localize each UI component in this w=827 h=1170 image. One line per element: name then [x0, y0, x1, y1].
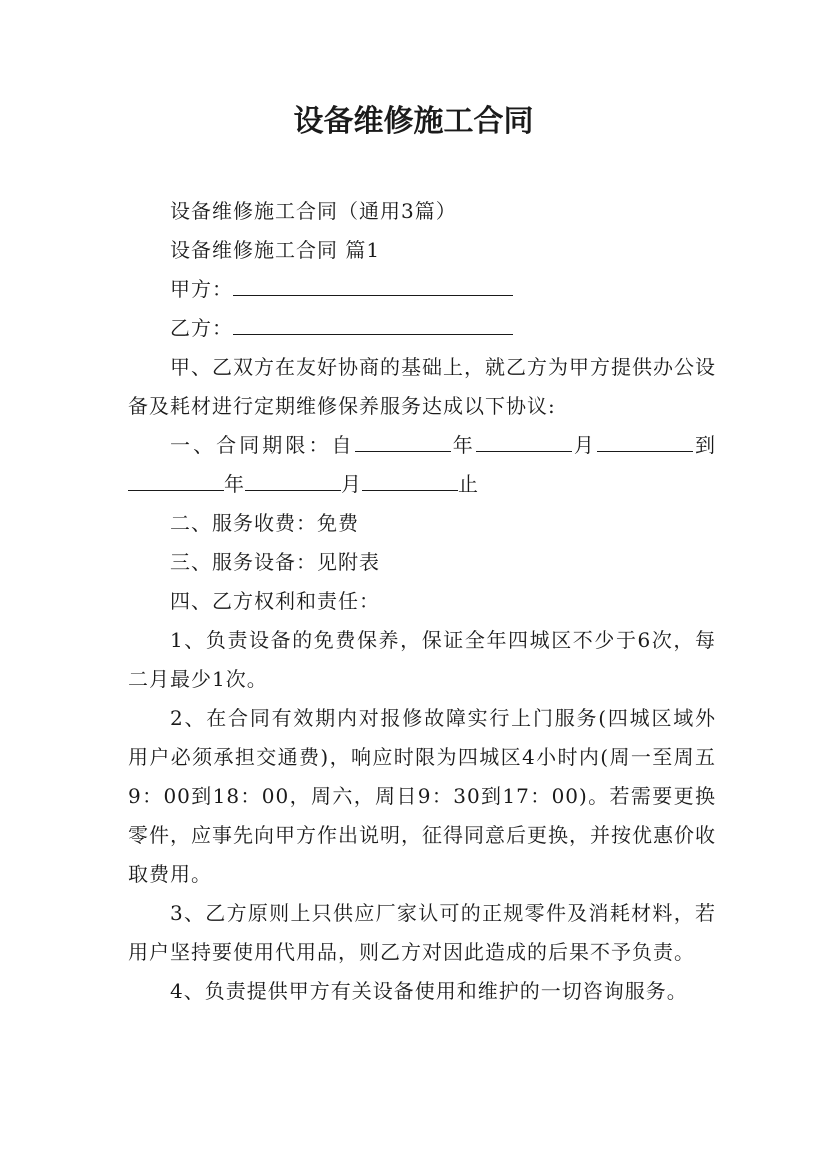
start-year-blank	[355, 431, 451, 452]
party-a-line	[128, 270, 716, 309]
item-4: 4、负责提供甲方有关设备使用和维护的一切咨询服务。	[170, 979, 688, 1003]
fee-line: 二、服务收费：免费	[170, 511, 359, 535]
term-month1: 月	[571, 433, 597, 457]
party-a-blank	[233, 275, 513, 296]
term-year1: 年	[450, 433, 476, 457]
end-month-blank	[245, 470, 341, 491]
end-year-blank	[128, 470, 224, 491]
party-b-line	[128, 309, 716, 348]
start-day-blank	[597, 431, 693, 452]
item-3: 3、乙方原则上只供应厂家认可的正规零件及消耗材料，若用户坚持要使用代用品，则乙方对因此造成的后果不予负责。	[128, 901, 716, 964]
term-prefix: 一、合同期限：自	[170, 433, 355, 457]
item-2: 2、在合同有效期内对报修故障实行上门服务(四城区域外用户必须承担交通费)，响应时限为四城区4小时内(周一至周五9：00到18：00，周六，周日9：30到17：00)。若需要更换零件，应事先向甲方作出说明，征得同意后更换，并按优惠价收取费用。	[128, 706, 716, 886]
intro-paragraph: 甲、乙双方在友好协商的基础上，就乙方为甲方提供办公设备及耗材进行定期维修保养服务达成以下协议:	[128, 355, 716, 418]
rights-heading: 四、乙方权利和责任：	[170, 589, 380, 613]
term-month2: 月	[341, 472, 362, 496]
party-b-label: 乙方：	[170, 316, 233, 340]
document-title: 设备维修施工合同	[293, 104, 534, 139]
subtitle-line: 设备维修施工合同（通用3篇）	[170, 199, 457, 223]
equipment-line: 三、服务设备：见附表	[170, 550, 380, 574]
item-1: 1、负责设备的免费保养，保证全年四城区不少于6次，每二月最少1次。	[128, 628, 716, 691]
end-day-blank	[362, 470, 458, 491]
party-b-blank	[233, 314, 513, 335]
term-end: 止	[458, 472, 479, 496]
term-paragraph	[128, 426, 716, 504]
section-heading: 设备维修施工合同 篇1	[170, 238, 381, 262]
document-body	[128, 192, 716, 1011]
party-a-label: 甲方：	[170, 277, 233, 301]
term-to: 到	[692, 433, 717, 457]
term-year2: 年	[224, 472, 245, 496]
start-month-blank	[476, 431, 572, 452]
